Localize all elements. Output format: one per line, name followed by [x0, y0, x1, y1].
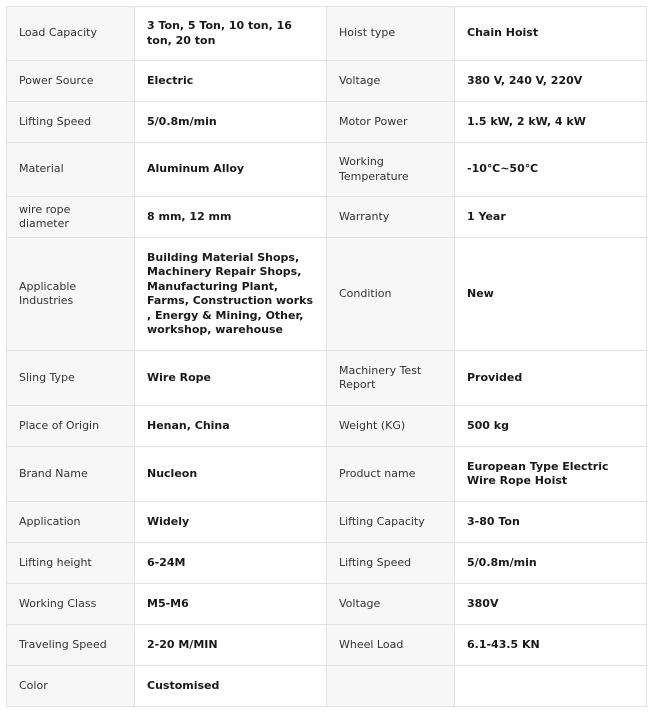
spec-label: Place of Origin — [7, 406, 135, 447]
spec-value: Customised — [135, 666, 327, 707]
specification-table — [6, 6, 647, 707]
spec-value: M5-M6 — [135, 584, 327, 625]
table-row — [7, 197, 647, 238]
spec-label: Application — [7, 502, 135, 543]
table-row — [7, 102, 647, 143]
spec-label: Color — [7, 666, 135, 707]
spec-label — [327, 666, 455, 707]
spec-label: Traveling Speed — [7, 625, 135, 666]
spec-value: European Type Electric Wire Rope Hoist — [455, 447, 647, 502]
spec-value: Aluminum Alloy — [135, 143, 327, 197]
spec-label: Lifting Speed — [7, 102, 135, 143]
spec-label: Voltage — [327, 584, 455, 625]
spec-value: 1 Year — [455, 197, 647, 238]
spec-label: Warranty — [327, 197, 455, 238]
spec-value: 380V — [455, 584, 647, 625]
spec-value: Nucleon — [135, 447, 327, 502]
table-row — [7, 502, 647, 543]
spec-label: Lifting height — [7, 543, 135, 584]
spec-value: 380 V, 240 V, 220V — [455, 61, 647, 102]
spec-label: Hoist type — [327, 7, 455, 61]
spec-value: 6-24M — [135, 543, 327, 584]
table-row — [7, 7, 647, 61]
spec-label: Voltage — [327, 61, 455, 102]
table-row — [7, 625, 647, 666]
spec-value: Building Material Shops, Machinery Repair Shops, Manufacturing Plant, Farms, Construction works , Energy & Mining, Other, workshop, warehouse — [135, 238, 327, 351]
spec-value: 2-20 M/MIN — [135, 625, 327, 666]
spec-value: 5/0.8m/min — [455, 543, 647, 584]
table-row — [7, 666, 647, 707]
spec-value: 3 Ton, 5 Ton, 10 ton, 16 ton, 20 ton — [135, 7, 327, 61]
spec-value — [455, 666, 647, 707]
spec-label: Lifting Capacity — [327, 502, 455, 543]
spec-value: 1.5 kW, 2 kW, 4 kW — [455, 102, 647, 143]
spec-value: New — [455, 238, 647, 351]
spec-value: Henan, China — [135, 406, 327, 447]
table-row — [7, 143, 647, 197]
spec-value: Electric — [135, 61, 327, 102]
table-row — [7, 584, 647, 625]
spec-label: Working Class — [7, 584, 135, 625]
spec-label: Applicable Industries — [7, 238, 135, 351]
spec-value: 500 kg — [455, 406, 647, 447]
table-row — [7, 351, 647, 406]
table-row — [7, 543, 647, 584]
spec-value: 5/0.8m/min — [135, 102, 327, 143]
spec-label: Power Source — [7, 61, 135, 102]
spec-label: Machinery Test Report — [327, 351, 455, 406]
spec-value: Widely — [135, 502, 327, 543]
spec-value: 8 mm, 12 mm — [135, 197, 327, 238]
spec-label: Condition — [327, 238, 455, 351]
spec-value: 6.1-43.5 KN — [455, 625, 647, 666]
spec-label: Weight (KG) — [327, 406, 455, 447]
spec-value: Provided — [455, 351, 647, 406]
spec-label: Working Temperature — [327, 143, 455, 197]
table-row — [7, 238, 647, 351]
spec-value: Wire Rope — [135, 351, 327, 406]
table-row — [7, 61, 647, 102]
spec-value: 3-80 Ton — [455, 502, 647, 543]
spec-label: Motor Power — [327, 102, 455, 143]
spec-label: Wheel Load — [327, 625, 455, 666]
spec-label: Material — [7, 143, 135, 197]
spec-label: wire rope diameter — [7, 197, 135, 238]
spec-value: Chain Hoist — [455, 7, 647, 61]
spec-value: -10℃~50℃ — [455, 143, 647, 197]
spec-label: Lifting Speed — [327, 543, 455, 584]
table-row — [7, 406, 647, 447]
table-row — [7, 447, 647, 502]
spec-label: Brand Name — [7, 447, 135, 502]
spec-label: Sling Type — [7, 351, 135, 406]
spec-label: Load Capacity — [7, 7, 135, 61]
spec-label: Product name — [327, 447, 455, 502]
